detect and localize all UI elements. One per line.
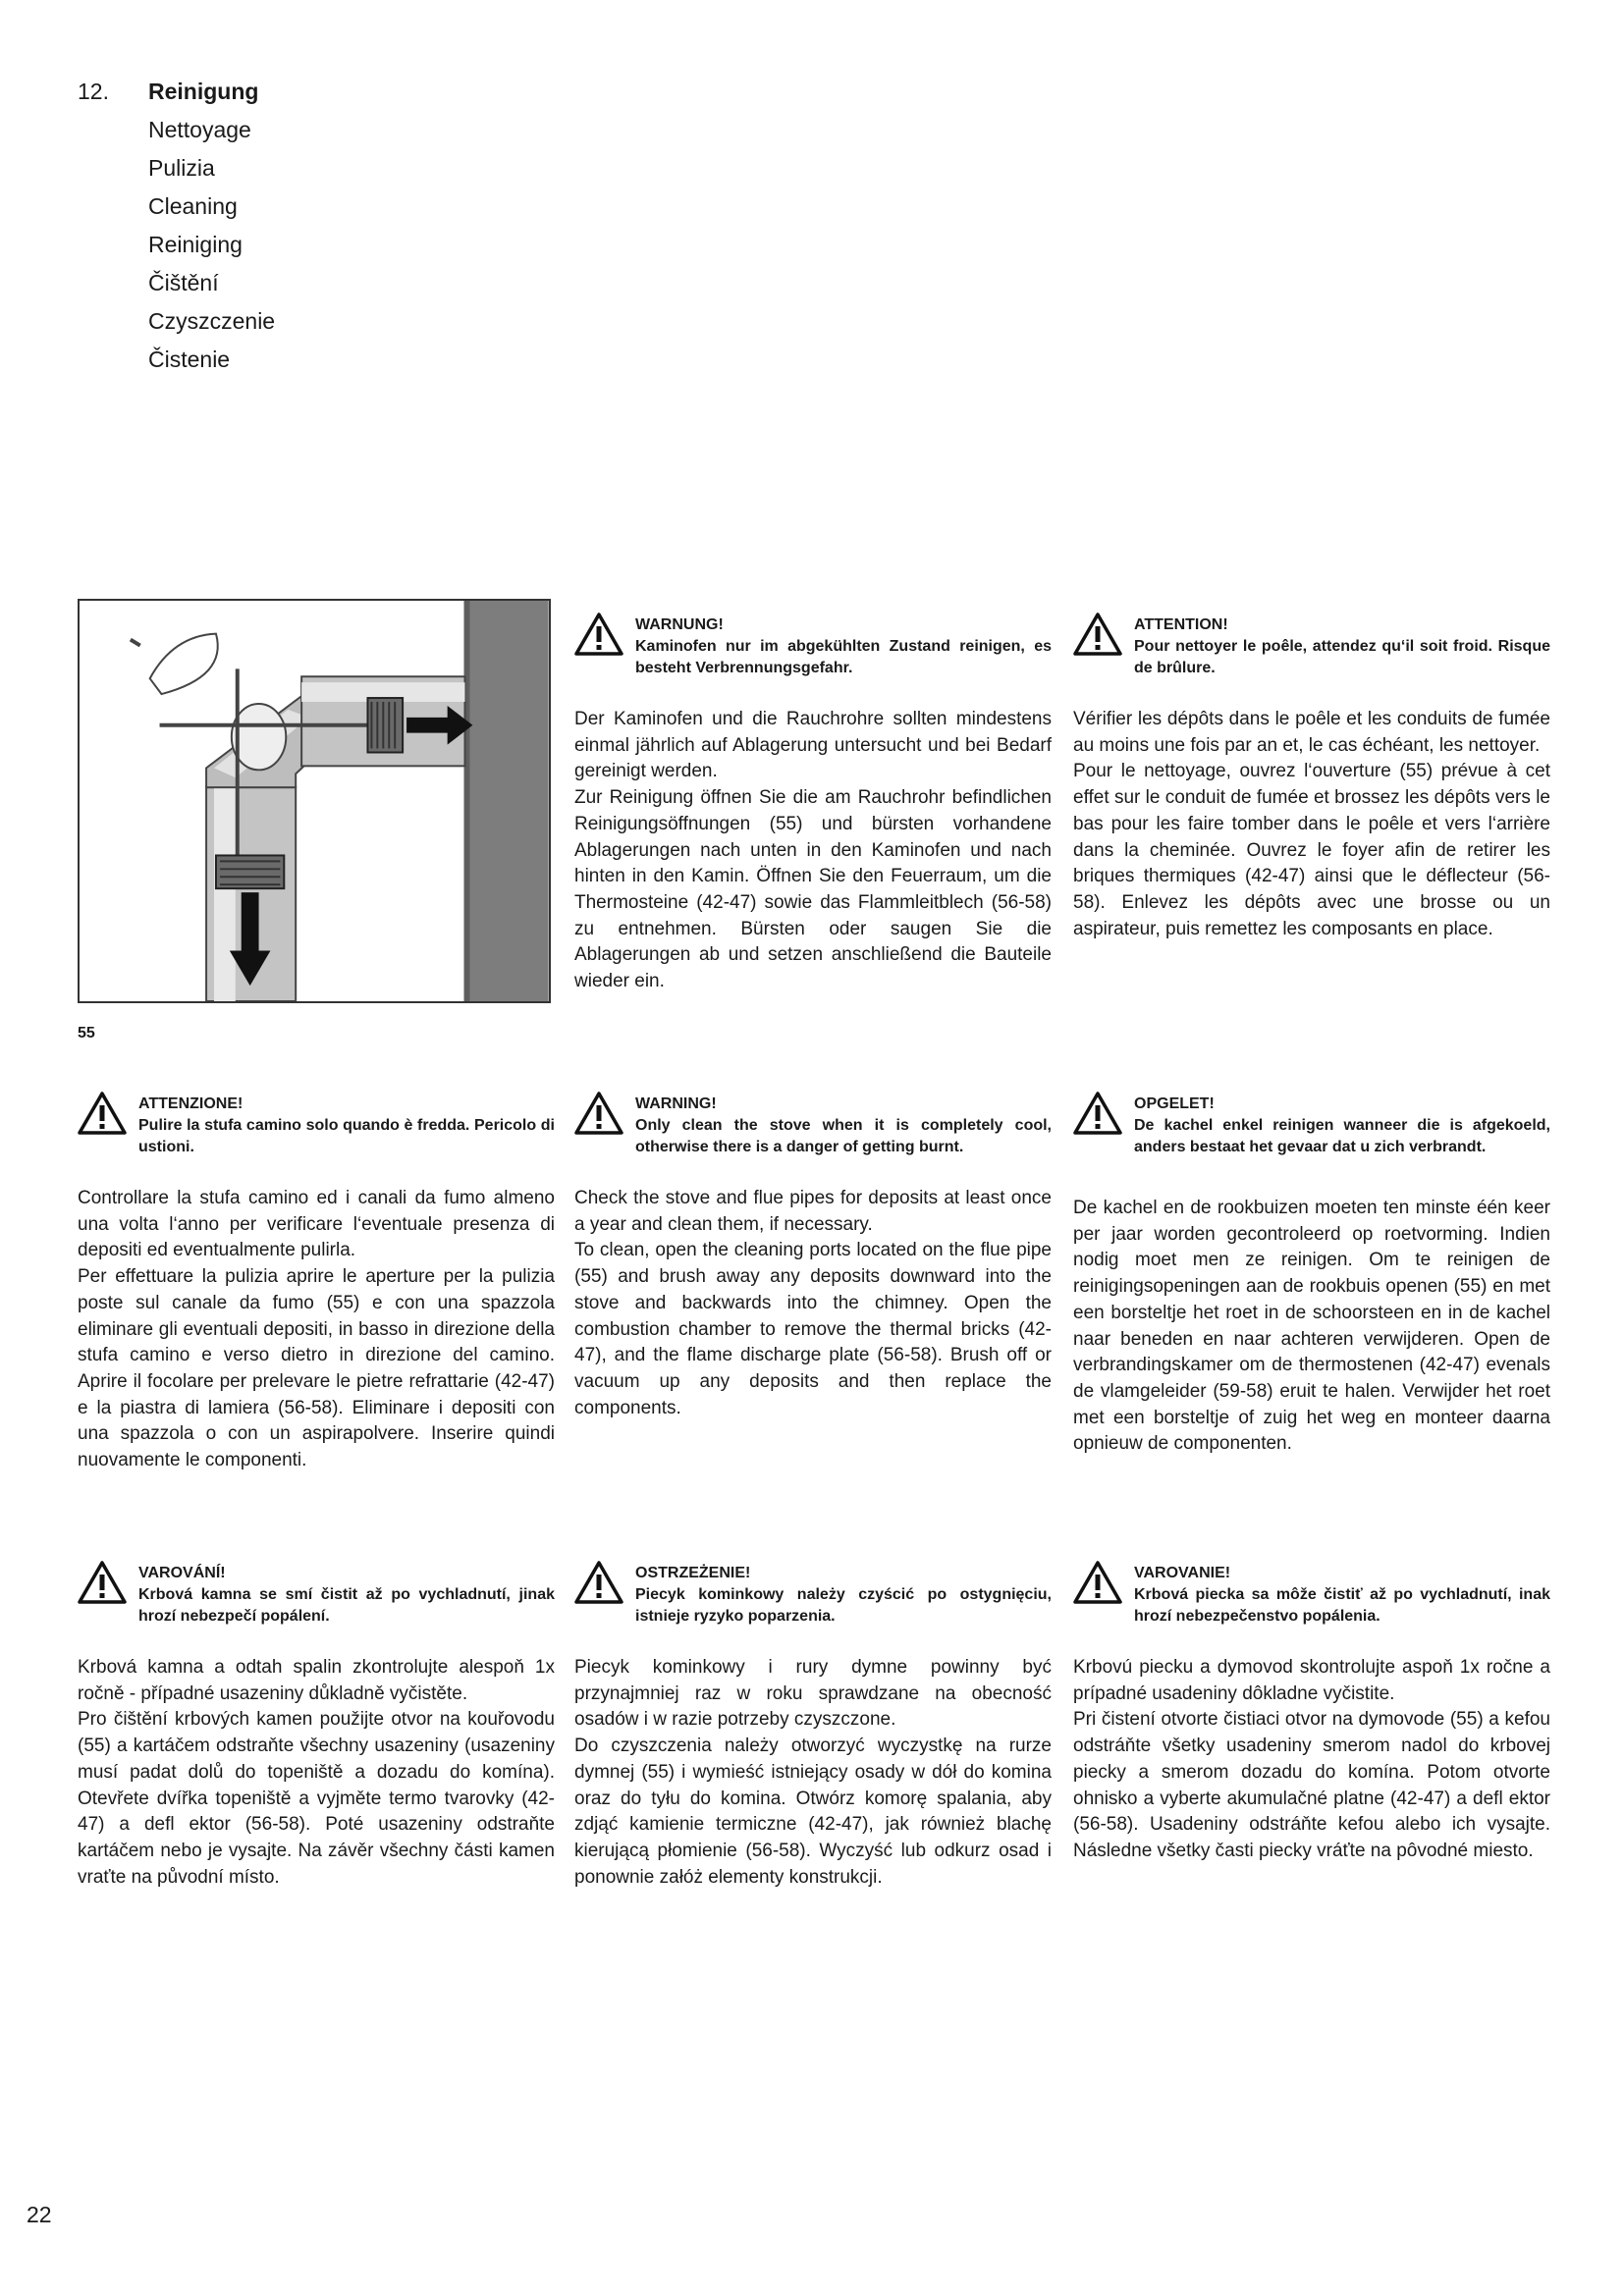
- warning-text-it: Pulire la stufa camino solo quando è fredda. Pericolo di ustioni.: [138, 1117, 555, 1155]
- warning-text-cs: Krbová kamna se smí čistit až po vychladnutí, jinak hrozí nebezpečí popálení.: [138, 1586, 555, 1625]
- warning-title-de: WARNUNG!: [635, 616, 724, 633]
- section-it: [78, 1092, 555, 1474]
- title-cs: Čištění: [148, 270, 219, 295]
- body-text-en: [574, 1186, 1052, 1421]
- warning-text-fr: Pour nettoyer le poêle, attendez qu‘il soit froid. Risque de brûlure.: [1134, 638, 1550, 676]
- warning-text-sk: Krbová piecka sa môže čistiť až po vychladnutí, inak hrozí nebezpečenstvo popálenia.: [1134, 1586, 1550, 1625]
- title-sk: Čistenie: [148, 347, 231, 372]
- section-cs: [78, 1561, 555, 1891]
- warning-triangle-icon: [78, 1092, 127, 1135]
- warning-text-en: Only clean the stove when it is completely cool, otherwise there is a danger of getting burnt.: [635, 1117, 1052, 1155]
- warning-box-fr: [1073, 613, 1550, 679]
- warning-box-nl: [1073, 1092, 1550, 1158]
- warning-box-pl: [574, 1561, 1052, 1628]
- warning-box-cs: [78, 1561, 555, 1628]
- paragraph: Controllare la stufa camino ed i canali da fumo almeno una volta l‘anno per verificare l‘eventuale presenza di depositi ed eventualmente pulirla.: [78, 1188, 555, 1261]
- paragraph: Pro čištění krbových kamen použijte otvor na kouřovodu (55) a kartáčem odstraňte všechny usazeniny (usazeniny musí padat dolů do topeniště a dozadu do komína). Otevřete dvířka topeniště a vyjměte termo tvarovky (42-47) a defl ektor (56-58). Poté usazeniny odstraňte kartáčem nebo je vysajte. Na závěr všechny části kamen vraťte na původní místo.: [78, 1709, 555, 1888]
- warning-text-pl: Piecyk kominkowy należy czyścić po ostygnięciu, istnieje ryzyko poparzenia.: [635, 1586, 1052, 1625]
- cleaning-illustration: [78, 599, 551, 1003]
- warning-title-it: ATTENZIONE!: [138, 1095, 244, 1112]
- section-pl: [574, 1561, 1052, 1891]
- section-number: 12.: [78, 79, 109, 104]
- paragraph: Vérifier les dépôts dans le poêle et les conduits de fumée au moins une fois par an et, le cas échéant, les nettoyer.: [1073, 709, 1550, 756]
- title-nl: Reiniging: [148, 232, 243, 257]
- warning-title-cs: VAROVÁNÍ!: [138, 1565, 226, 1581]
- body-text-fr: [1073, 707, 1550, 942]
- paragraph: Zur Reinigung öffnen Sie die am Rauchrohr befindlichen Reinigungsöffnungen (55) und bürsten vorhandene Ablagerungen nach unten in den Kaminofen und nach hinten in den Kamin. Öffnen Sie den Feuerraum, um die Thermosteine (42-47) sowie das Flammleitblech (56-58) zu entnehmen. Bürsten oder saugen Sie die Ablagerungen ab und setzen anschließend die Bauteile wieder ein.: [574, 787, 1052, 992]
- section-sk: [1073, 1561, 1550, 1865]
- brush-horizontal: [367, 698, 403, 752]
- warning-title-pl: OSTRZEŻENIE!: [635, 1565, 751, 1581]
- section-title: Reinigung: [148, 79, 259, 104]
- section-nl: [1073, 1092, 1550, 1458]
- section-en: [574, 1092, 1052, 1421]
- section-de: [574, 613, 1052, 995]
- warning-box-en: [574, 1092, 1052, 1158]
- warning-triangle-icon: [1073, 1092, 1122, 1135]
- page-number: 22: [27, 2202, 52, 2227]
- warning-triangle-icon: [574, 1561, 623, 1604]
- paragraph: Check the stove and flue pipes for deposits at least once a year and clean them, if necessary.: [574, 1188, 1052, 1235]
- paragraph: Pri čistení otvorte čistiaci otvor na dymovode (55) a kefou odstráňte všetky usadeniny smerom nadol do krbovej piecky a smerom dozadu do komína. Potom otvorte ohnisko a vyberte akumulačné platne (42-47) a defl ektor (56-58). Usadeniny odstráňte kefou alebo ich vysajte. Následne všetky časti piecky vráťte na pôvodné miesto.: [1073, 1709, 1550, 1861]
- paragraph: To clean, open the cleaning ports located on the flue pipe (55) and brush away any deposits downward into the stove and backwards into the chimney. Open the combustion chamber to remove the thermal bricks (42-47), and the flame discharge plate (56-58). Brush off or vacuum up any deposits and then replace the components.: [574, 1240, 1052, 1418]
- section-fr: [1073, 613, 1550, 942]
- paragraph: Per effettuare la pulizia aprire le aperture per la pulizia poste sul canale da fumo (55) e con una spazzola eliminare gli eventuali depositi, in basso in direzione della stufa camino e verso dietro in direzione del camino. Aprire il focolare per prelevare le pietre refrattarie (42-47) e la piastra di lamiera (56-58). Eliminare i depositi con una spazzola o con un aspirapolvere. Inserire quindi nuovamente le componenti.: [78, 1266, 555, 1471]
- body-text-it: [78, 1186, 555, 1474]
- paragraph: Krbovú piecku a dymovod skontrolujte aspoň 1x ročne a prípadné usadeniny dôkladne vyčistite.: [1073, 1657, 1550, 1704]
- warning-box-de: [574, 613, 1052, 679]
- warning-title-en: WARNING!: [635, 1095, 717, 1112]
- warning-box-sk: [1073, 1561, 1550, 1628]
- paragraph: Piecyk kominkowy i rury dymne powinny być przynajmniej raz w roku sprawdzane na obecność osadów i w razie potrzeby czyszczone.: [574, 1657, 1052, 1731]
- warning-title-fr: ATTENTION!: [1134, 616, 1228, 633]
- cleaning-port-cover: [150, 634, 218, 694]
- paragraph: Der Kaminofen und die Rauchrohre sollten mindestens einmal jährlich auf Ablagerung untersucht und bei Bedarf gereinigt werden.: [574, 709, 1052, 782]
- paragraph: De kachel en de rookbuizen moeten ten minste één keer per jaar worden gecontroleerd op roetvorming. Indien nodig moet men ze reinigen. Om te reinigen de reinigingsopeningen aan de rookbuis openen (55) en met een borsteltje het roet in de schoorsteen en in de kachel naar beneden en naar achteren verwijderen. Open de verbrandingskamer om de thermostenen (42-47) evenals de vlamgeleider (59-58) eruit te halen. Verwijder het roet met een borsteltje of zuig het weg en monteer daarna opnieuw de componenten.: [1073, 1198, 1550, 1455]
- warning-triangle-icon: [574, 1092, 623, 1135]
- body-text-cs: [78, 1655, 555, 1891]
- body-text-sk: [1073, 1655, 1550, 1865]
- body-text-pl: [574, 1655, 1052, 1891]
- body-text-nl: [1073, 1196, 1550, 1458]
- warning-text-de: Kaminofen nur im abgekühlten Zustand reinigen, es besteht Verbrennungsgefahr.: [635, 638, 1052, 676]
- warning-text-nl: De kachel enkel reinigen wanneer die is afgekoeld, anders bestaat het gevaar dat u zich verbrandt.: [1134, 1117, 1550, 1155]
- warning-triangle-icon: [574, 613, 623, 656]
- figure-caption: 55: [78, 1025, 95, 1041]
- warning-triangle-icon: [1073, 613, 1122, 656]
- warning-triangle-icon: [78, 1561, 127, 1604]
- paragraph: Krbová kamna a odtah spalin zkontrolujte alespoň 1x ročně - případné usazeniny důkladně vyčistěte.: [78, 1657, 555, 1704]
- title-en: Cleaning: [148, 193, 238, 219]
- flue-pipe-brush-drawing: [80, 601, 549, 1001]
- paragraph: Pour le nettoyage, ouvrez l‘ouverture (55) prévue à cet effet sur le conduit de fumée et brossez les dépôts vers le bas pour les faire tomber dans le poêle et vers l‘arrière dans la cheminée. Ouvrez le foyer afin de retirer les briques thermiques (42-47) ainsi que le déflecteur (56-58). Enlevez les dépôts avec une brosse ou un aspirateur, puis remettez les composants en place.: [1073, 761, 1550, 939]
- warning-title-nl: OPGELET!: [1134, 1095, 1215, 1112]
- warning-triangle-icon: [1073, 1561, 1122, 1604]
- body-text-de: [574, 707, 1052, 995]
- paragraph: Do czyszczenia należy otworzyć wyczystkę na rurze dymnej (55) i wymieść istniejący osady w dół do komina oraz do tyłu do komina. Otwórz komorę spalania, aby zdjąć kamienie termiczne (42-47), jak również blachę kierującą płomienie (56-58). Wyczyść lub odkurz osad i ponownie załóż elementy konstrukcji.: [574, 1735, 1052, 1888]
- chimney-wall: [464, 601, 549, 1001]
- section-heading: [78, 73, 275, 379]
- warning-box-it: [78, 1092, 555, 1158]
- warning-title-sk: VAROVANIE!: [1134, 1565, 1231, 1581]
- title-pl: Czyszczenie: [148, 308, 276, 334]
- title-fr: Nettoyage: [148, 117, 251, 142]
- title-it: Pulizia: [148, 155, 215, 181]
